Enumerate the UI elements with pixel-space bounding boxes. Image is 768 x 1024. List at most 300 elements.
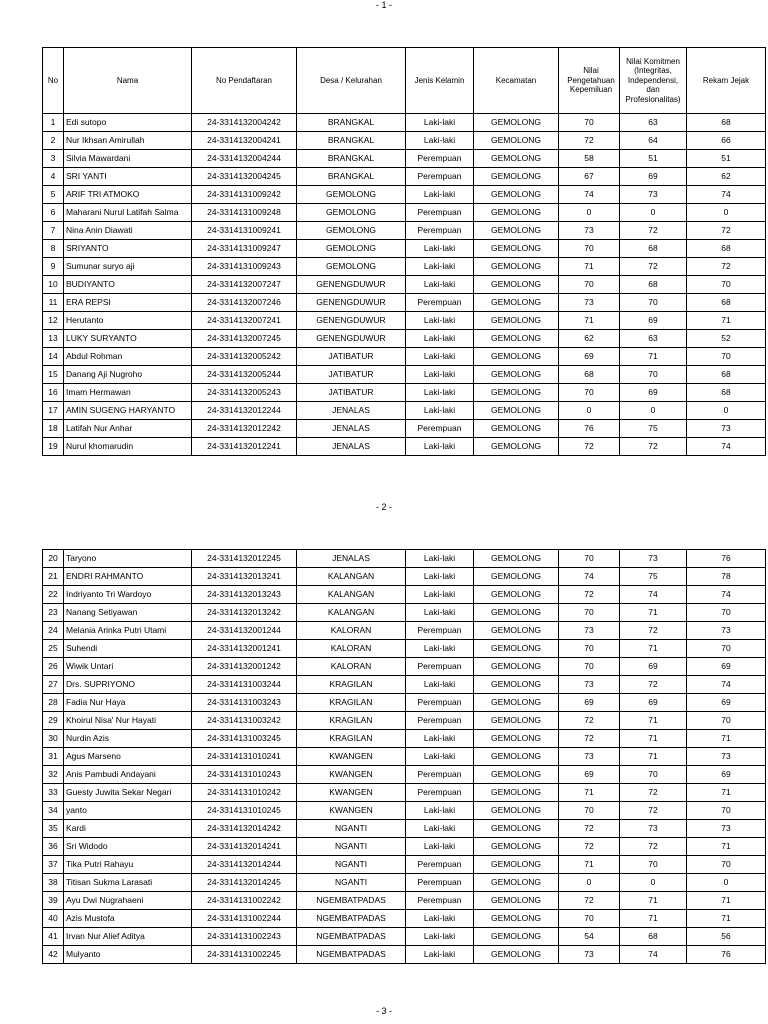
cell-nilai-komitmen: 71 (620, 892, 687, 910)
cell-no: 32 (43, 766, 64, 784)
cell-no: 31 (43, 748, 64, 766)
table-header-row (43, 48, 766, 114)
cell-jenis-kelamin: Laki-laki (406, 132, 474, 150)
cell-no: 29 (43, 712, 64, 730)
cell-rekam-jejak: 70 (687, 348, 766, 366)
cell-rekam-jejak: 74 (687, 676, 766, 694)
cell-nilai-komitmen: 75 (620, 420, 687, 438)
cell-desa: NGEMBATPADAS (297, 892, 406, 910)
table-row (43, 766, 766, 784)
cell-no: 13 (43, 330, 64, 348)
cell-kecamatan: GEMOLONG (474, 838, 559, 856)
table-row (43, 132, 766, 150)
cell-kecamatan: GEMOLONG (474, 712, 559, 730)
cell-kecamatan: GEMOLONG (474, 910, 559, 928)
table-row (43, 258, 766, 276)
cell-nilai-pengetahuan: 70 (559, 114, 620, 132)
cell-nilai-pengetahuan: 70 (559, 910, 620, 928)
cell-nama: Fadia Nur Haya (64, 694, 192, 712)
cell-nilai-pengetahuan: 73 (559, 222, 620, 240)
cell-nama: ERA REPSI (64, 294, 192, 312)
cell-nilai-komitmen: 70 (620, 856, 687, 874)
cell-jenis-kelamin: Perempuan (406, 874, 474, 892)
cell-nilai-pengetahuan: 69 (559, 348, 620, 366)
table-row (43, 838, 766, 856)
cell-nilai-pengetahuan: 71 (559, 784, 620, 802)
cell-nama: AMIN SUGENG HARYANTO (64, 402, 192, 420)
cell-jenis-kelamin: Laki-laki (406, 384, 474, 402)
cell-nilai-komitmen: 72 (620, 676, 687, 694)
cell-no: 41 (43, 928, 64, 946)
table-row (43, 676, 766, 694)
cell-no: 16 (43, 384, 64, 402)
table-row (43, 856, 766, 874)
cell-rekam-jejak: 69 (687, 694, 766, 712)
cell-no-pendaftaran: 24-3314131009247 (192, 240, 297, 258)
cell-desa: GEMOLONG (297, 240, 406, 258)
cell-rekam-jejak: 70 (687, 712, 766, 730)
cell-no-pendaftaran: 24-3314132014241 (192, 838, 297, 856)
cell-jenis-kelamin: Perempuan (406, 694, 474, 712)
cell-nilai-pengetahuan: 69 (559, 766, 620, 784)
cell-nilai-pengetahuan: 72 (559, 712, 620, 730)
cell-no: 1 (43, 114, 64, 132)
cell-nilai-komitmen: 72 (620, 802, 687, 820)
cell-nilai-komitmen: 72 (620, 438, 687, 456)
cell-rekam-jejak: 70 (687, 276, 766, 294)
cell-nilai-komitmen: 68 (620, 240, 687, 258)
cell-nilai-komitmen: 69 (620, 384, 687, 402)
cell-rekam-jejak: 71 (687, 730, 766, 748)
cell-kecamatan: GEMOLONG (474, 820, 559, 838)
cell-no-pendaftaran: 24-3314131010245 (192, 802, 297, 820)
cell-no-pendaftaran: 24-3314131009241 (192, 222, 297, 240)
table-row (43, 420, 766, 438)
cell-kecamatan: GEMOLONG (474, 420, 559, 438)
cell-kecamatan: GEMOLONG (474, 892, 559, 910)
cell-jenis-kelamin: Laki-laki (406, 240, 474, 258)
cell-kecamatan: GEMOLONG (474, 784, 559, 802)
col-header-nama: Nama (64, 48, 192, 114)
cell-nama: Ayu Dwi Nugrahaeni (64, 892, 192, 910)
cell-nilai-pengetahuan: 70 (559, 384, 620, 402)
cell-no-pendaftaran: 24-3314131010241 (192, 748, 297, 766)
cell-nilai-pengetahuan: 68 (559, 366, 620, 384)
cell-rekam-jejak: 52 (687, 330, 766, 348)
cell-nilai-pengetahuan: 73 (559, 748, 620, 766)
cell-kecamatan: GEMOLONG (474, 168, 559, 186)
cell-kecamatan: GEMOLONG (474, 366, 559, 384)
cell-nilai-komitmen: 71 (620, 748, 687, 766)
cell-nilai-pengetahuan: 72 (559, 838, 620, 856)
table-row (43, 438, 766, 456)
cell-desa: NGEMBATPADAS (297, 928, 406, 946)
cell-rekam-jejak: 68 (687, 114, 766, 132)
cell-nilai-komitmen: 63 (620, 114, 687, 132)
cell-nilai-komitmen: 71 (620, 730, 687, 748)
table-row (43, 820, 766, 838)
table-row (43, 586, 766, 604)
cell-nama: SRI YANTI (64, 168, 192, 186)
cell-nilai-komitmen: 74 (620, 946, 687, 964)
cell-no-pendaftaran: 24-3314131003243 (192, 694, 297, 712)
cell-nilai-komitmen: 0 (620, 402, 687, 420)
cell-nama: yanto (64, 802, 192, 820)
cell-jenis-kelamin: Perempuan (406, 784, 474, 802)
cell-no: 36 (43, 838, 64, 856)
cell-desa: KALANGAN (297, 586, 406, 604)
cell-jenis-kelamin: Laki-laki (406, 820, 474, 838)
cell-nilai-komitmen: 69 (620, 694, 687, 712)
cell-desa: GENENGDUWUR (297, 312, 406, 330)
cell-rekam-jejak: 69 (687, 766, 766, 784)
cell-desa: JENALAS (297, 402, 406, 420)
cell-jenis-kelamin: Laki-laki (406, 330, 474, 348)
cell-no-pendaftaran: 24-3314132007241 (192, 312, 297, 330)
cell-no-pendaftaran: 24-3314131003244 (192, 676, 297, 694)
cell-rekam-jejak: 62 (687, 168, 766, 186)
cell-no-pendaftaran: 24-3314132001241 (192, 640, 297, 658)
cell-jenis-kelamin: Laki-laki (406, 568, 474, 586)
cell-nama: Nurdin Azis (64, 730, 192, 748)
cell-jenis-kelamin: Perempuan (406, 168, 474, 186)
cell-kecamatan: GEMOLONG (474, 604, 559, 622)
cell-no-pendaftaran: 24-3314132007247 (192, 276, 297, 294)
table-row (43, 622, 766, 640)
cell-rekam-jejak: 73 (687, 622, 766, 640)
cell-nilai-pengetahuan: 58 (559, 150, 620, 168)
cell-desa: JATIBATUR (297, 366, 406, 384)
results-table-page-2 (42, 549, 766, 964)
cell-no-pendaftaran: 24-3314132001244 (192, 622, 297, 640)
cell-no-pendaftaran: 24-3314131002244 (192, 910, 297, 928)
cell-nilai-pengetahuan: 0 (559, 204, 620, 222)
cell-no-pendaftaran: 24-3314131002242 (192, 892, 297, 910)
cell-no-pendaftaran: 24-3314131010243 (192, 766, 297, 784)
cell-desa: NGEMBATPADAS (297, 910, 406, 928)
cell-nilai-pengetahuan: 72 (559, 132, 620, 150)
table-row (43, 114, 766, 132)
cell-kecamatan: GEMOLONG (474, 802, 559, 820)
cell-no: 3 (43, 150, 64, 168)
cell-kecamatan: GEMOLONG (474, 312, 559, 330)
cell-nama: Silvia Mawardani (64, 150, 192, 168)
cell-nilai-komitmen: 75 (620, 568, 687, 586)
cell-nilai-pengetahuan: 70 (559, 604, 620, 622)
cell-kecamatan: GEMOLONG (474, 132, 559, 150)
cell-kecamatan: GEMOLONG (474, 240, 559, 258)
cell-no-pendaftaran: 24-3314131003245 (192, 730, 297, 748)
cell-nilai-pengetahuan: 74 (559, 186, 620, 204)
cell-jenis-kelamin: Laki-laki (406, 550, 474, 568)
cell-rekam-jejak: 0 (687, 204, 766, 222)
cell-nilai-pengetahuan: 70 (559, 802, 620, 820)
cell-desa: JENALAS (297, 420, 406, 438)
cell-no-pendaftaran: 24-3314132012244 (192, 402, 297, 420)
cell-jenis-kelamin: Laki-laki (406, 946, 474, 964)
cell-nama: Wiwik Untari (64, 658, 192, 676)
col-header-desa: Desa / Kelurahan (297, 48, 406, 114)
cell-nilai-komitmen: 0 (620, 874, 687, 892)
cell-nama: Latifah Nur Anhar (64, 420, 192, 438)
table-row (43, 276, 766, 294)
cell-nama: Herutanto (64, 312, 192, 330)
table-row (43, 168, 766, 186)
cell-no: 39 (43, 892, 64, 910)
cell-nama: ARIF TRI ATMOKO (64, 186, 192, 204)
cell-rekam-jejak: 70 (687, 604, 766, 622)
cell-rekam-jejak: 71 (687, 892, 766, 910)
cell-jenis-kelamin: Perempuan (406, 856, 474, 874)
cell-jenis-kelamin: Laki-laki (406, 186, 474, 204)
cell-desa: JATIBATUR (297, 348, 406, 366)
cell-jenis-kelamin: Perempuan (406, 712, 474, 730)
cell-no: 8 (43, 240, 64, 258)
cell-desa: KWANGEN (297, 802, 406, 820)
cell-jenis-kelamin: Laki-laki (406, 366, 474, 384)
cell-jenis-kelamin: Laki-laki (406, 604, 474, 622)
table-row (43, 568, 766, 586)
cell-no-pendaftaran: 24-3314131002243 (192, 928, 297, 946)
cell-nilai-pengetahuan: 70 (559, 550, 620, 568)
col-header-nilai-pengetahuan: Nilai Pengetahuan Kepemiluan (559, 48, 620, 114)
cell-nilai-komitmen: 71 (620, 910, 687, 928)
cell-nama: Nur Ikhsan Amirullah (64, 132, 192, 150)
cell-rekam-jejak: 73 (687, 748, 766, 766)
cell-jenis-kelamin: Perempuan (406, 766, 474, 784)
cell-rekam-jejak: 56 (687, 928, 766, 946)
cell-kecamatan: GEMOLONG (474, 856, 559, 874)
cell-no-pendaftaran: 24-3314132014244 (192, 856, 297, 874)
cell-desa: NGANTI (297, 838, 406, 856)
page-number-1: - 1 - (375, 0, 392, 10)
cell-nilai-komitmen: 71 (620, 712, 687, 730)
cell-kecamatan: GEMOLONG (474, 730, 559, 748)
cell-no: 12 (43, 312, 64, 330)
cell-nilai-komitmen: 73 (620, 186, 687, 204)
cell-desa: BRANGKAL (297, 168, 406, 186)
cell-no: 35 (43, 820, 64, 838)
cell-kecamatan: GEMOLONG (474, 258, 559, 276)
cell-desa: KALANGAN (297, 604, 406, 622)
cell-nilai-komitmen: 72 (620, 622, 687, 640)
cell-nilai-komitmen: 70 (620, 766, 687, 784)
table-row (43, 640, 766, 658)
cell-desa: NGANTI (297, 856, 406, 874)
cell-no: 37 (43, 856, 64, 874)
cell-desa: GEMOLONG (297, 258, 406, 276)
cell-nilai-pengetahuan: 69 (559, 694, 620, 712)
col-header-no: No (43, 48, 64, 114)
cell-jenis-kelamin: Laki-laki (406, 586, 474, 604)
cell-nilai-komitmen: 71 (620, 640, 687, 658)
cell-no: 26 (43, 658, 64, 676)
cell-kecamatan: GEMOLONG (474, 676, 559, 694)
cell-jenis-kelamin: Laki-laki (406, 910, 474, 928)
cell-no: 10 (43, 276, 64, 294)
cell-desa: NGANTI (297, 820, 406, 838)
cell-nama: Azis Mustofa (64, 910, 192, 928)
cell-no: 28 (43, 694, 64, 712)
table-row (43, 204, 766, 222)
cell-desa: KWANGEN (297, 748, 406, 766)
table-row (43, 348, 766, 366)
cell-nama: Kardi (64, 820, 192, 838)
cell-rekam-jejak: 78 (687, 568, 766, 586)
col-header-kecamatan: Kecamatan (474, 48, 559, 114)
cell-desa: KWANGEN (297, 766, 406, 784)
cell-nama: Irvan Nur Alief Aditya (64, 928, 192, 946)
cell-nilai-komitmen: 71 (620, 348, 687, 366)
cell-jenis-kelamin: Laki-laki (406, 928, 474, 946)
cell-desa: JENALAS (297, 550, 406, 568)
cell-nilai-komitmen: 72 (620, 838, 687, 856)
cell-jenis-kelamin: Laki-laki (406, 276, 474, 294)
cell-desa: JENALAS (297, 438, 406, 456)
cell-no-pendaftaran: 24-3314132012241 (192, 438, 297, 456)
cell-nama: Nurul khomarudin (64, 438, 192, 456)
cell-rekam-jejak: 70 (687, 856, 766, 874)
cell-nama: Nanang Setiyawan (64, 604, 192, 622)
cell-jenis-kelamin: Perempuan (406, 892, 474, 910)
cell-no-pendaftaran: 24-3314132004242 (192, 114, 297, 132)
cell-jenis-kelamin: Perempuan (406, 658, 474, 676)
cell-no-pendaftaran: 24-3314132007245 (192, 330, 297, 348)
cell-desa: JATIBATUR (297, 384, 406, 402)
cell-no-pendaftaran: 24-3314131010242 (192, 784, 297, 802)
cell-no-pendaftaran: 24-3314131003242 (192, 712, 297, 730)
cell-desa: BRANGKAL (297, 132, 406, 150)
table-body-page-1 (43, 114, 766, 456)
cell-nama: ENDRI RAHMANTO (64, 568, 192, 586)
cell-no-pendaftaran: 24-3314131009243 (192, 258, 297, 276)
table-row (43, 748, 766, 766)
cell-nilai-komitmen: 70 (620, 294, 687, 312)
table-body-page-2 (43, 550, 766, 964)
cell-nilai-komitmen: 72 (620, 258, 687, 276)
cell-nama: Sri Widodo (64, 838, 192, 856)
table-row (43, 946, 766, 964)
cell-jenis-kelamin: Laki-laki (406, 748, 474, 766)
cell-nilai-komitmen: 69 (620, 658, 687, 676)
cell-no: 14 (43, 348, 64, 366)
cell-jenis-kelamin: Laki-laki (406, 802, 474, 820)
cell-nilai-pengetahuan: 71 (559, 856, 620, 874)
cell-no-pendaftaran: 24-3314132001242 (192, 658, 297, 676)
cell-no-pendaftaran: 24-3314131002245 (192, 946, 297, 964)
cell-desa: GEMOLONG (297, 204, 406, 222)
cell-nama: Titisan Sukma Larasati (64, 874, 192, 892)
cell-no: 18 (43, 420, 64, 438)
cell-rekam-jejak: 71 (687, 312, 766, 330)
cell-nilai-komitmen: 51 (620, 150, 687, 168)
cell-no-pendaftaran: 24-3314132013242 (192, 604, 297, 622)
cell-no-pendaftaran: 24-3314132014245 (192, 874, 297, 892)
cell-nilai-komitmen: 72 (620, 222, 687, 240)
cell-no: 4 (43, 168, 64, 186)
cell-nama: Taryono (64, 550, 192, 568)
cell-rekam-jejak: 70 (687, 640, 766, 658)
cell-no-pendaftaran: 24-3314132004245 (192, 168, 297, 186)
cell-no: 27 (43, 676, 64, 694)
cell-kecamatan: GEMOLONG (474, 204, 559, 222)
cell-jenis-kelamin: Laki-laki (406, 438, 474, 456)
cell-kecamatan: GEMOLONG (474, 402, 559, 420)
cell-kecamatan: GEMOLONG (474, 640, 559, 658)
cell-nilai-pengetahuan: 71 (559, 312, 620, 330)
cell-desa: KRAGILAN (297, 730, 406, 748)
cell-no: 34 (43, 802, 64, 820)
cell-desa: KALANGAN (297, 568, 406, 586)
table-row (43, 240, 766, 258)
cell-nilai-pengetahuan: 72 (559, 438, 620, 456)
cell-kecamatan: GEMOLONG (474, 622, 559, 640)
cell-desa: KALORAN (297, 622, 406, 640)
table-row (43, 694, 766, 712)
cell-nama: Agus Marseno (64, 748, 192, 766)
cell-nama: Sumunar suryo aji (64, 258, 192, 276)
cell-rekam-jejak: 68 (687, 366, 766, 384)
cell-rekam-jejak: 71 (687, 910, 766, 928)
cell-desa: KALORAN (297, 640, 406, 658)
cell-rekam-jejak: 66 (687, 132, 766, 150)
cell-no-pendaftaran: 24-3314132013241 (192, 568, 297, 586)
cell-nilai-pengetahuan: 67 (559, 168, 620, 186)
cell-desa: GENENGDUWUR (297, 294, 406, 312)
table-row (43, 928, 766, 946)
table-row (43, 658, 766, 676)
table-row (43, 294, 766, 312)
cell-jenis-kelamin: Laki-laki (406, 114, 474, 132)
cell-nilai-komitmen: 71 (620, 604, 687, 622)
cell-no-pendaftaran: 24-3314132007246 (192, 294, 297, 312)
cell-jenis-kelamin: Perempuan (406, 222, 474, 240)
cell-desa: KALORAN (297, 658, 406, 676)
table-row (43, 910, 766, 928)
cell-nilai-pengetahuan: 72 (559, 730, 620, 748)
cell-nama: Melania Arinka Putri Utami (64, 622, 192, 640)
cell-rekam-jejak: 68 (687, 240, 766, 258)
cell-no: 30 (43, 730, 64, 748)
cell-rekam-jejak: 68 (687, 384, 766, 402)
cell-desa: KRAGILAN (297, 694, 406, 712)
cell-nilai-pengetahuan: 73 (559, 294, 620, 312)
cell-nilai-pengetahuan: 0 (559, 402, 620, 420)
cell-kecamatan: GEMOLONG (474, 658, 559, 676)
cell-kecamatan: GEMOLONG (474, 294, 559, 312)
cell-kecamatan: GEMOLONG (474, 766, 559, 784)
table-row (43, 330, 766, 348)
cell-nilai-pengetahuan: 70 (559, 640, 620, 658)
cell-nilai-komitmen: 73 (620, 820, 687, 838)
cell-no: 25 (43, 640, 64, 658)
cell-nilai-pengetahuan: 72 (559, 586, 620, 604)
cell-rekam-jejak: 74 (687, 438, 766, 456)
table-row (43, 150, 766, 168)
cell-nilai-pengetahuan: 70 (559, 240, 620, 258)
cell-jenis-kelamin: Laki-laki (406, 402, 474, 420)
cell-kecamatan: GEMOLONG (474, 874, 559, 892)
cell-jenis-kelamin: Laki-laki (406, 838, 474, 856)
table-row (43, 186, 766, 204)
cell-rekam-jejak: 71 (687, 838, 766, 856)
cell-nama: BUDIYANTO (64, 276, 192, 294)
cell-kecamatan: GEMOLONG (474, 384, 559, 402)
cell-nilai-pengetahuan: 0 (559, 874, 620, 892)
cell-jenis-kelamin: Laki-laki (406, 312, 474, 330)
cell-nilai-komitmen: 70 (620, 366, 687, 384)
table-row (43, 730, 766, 748)
